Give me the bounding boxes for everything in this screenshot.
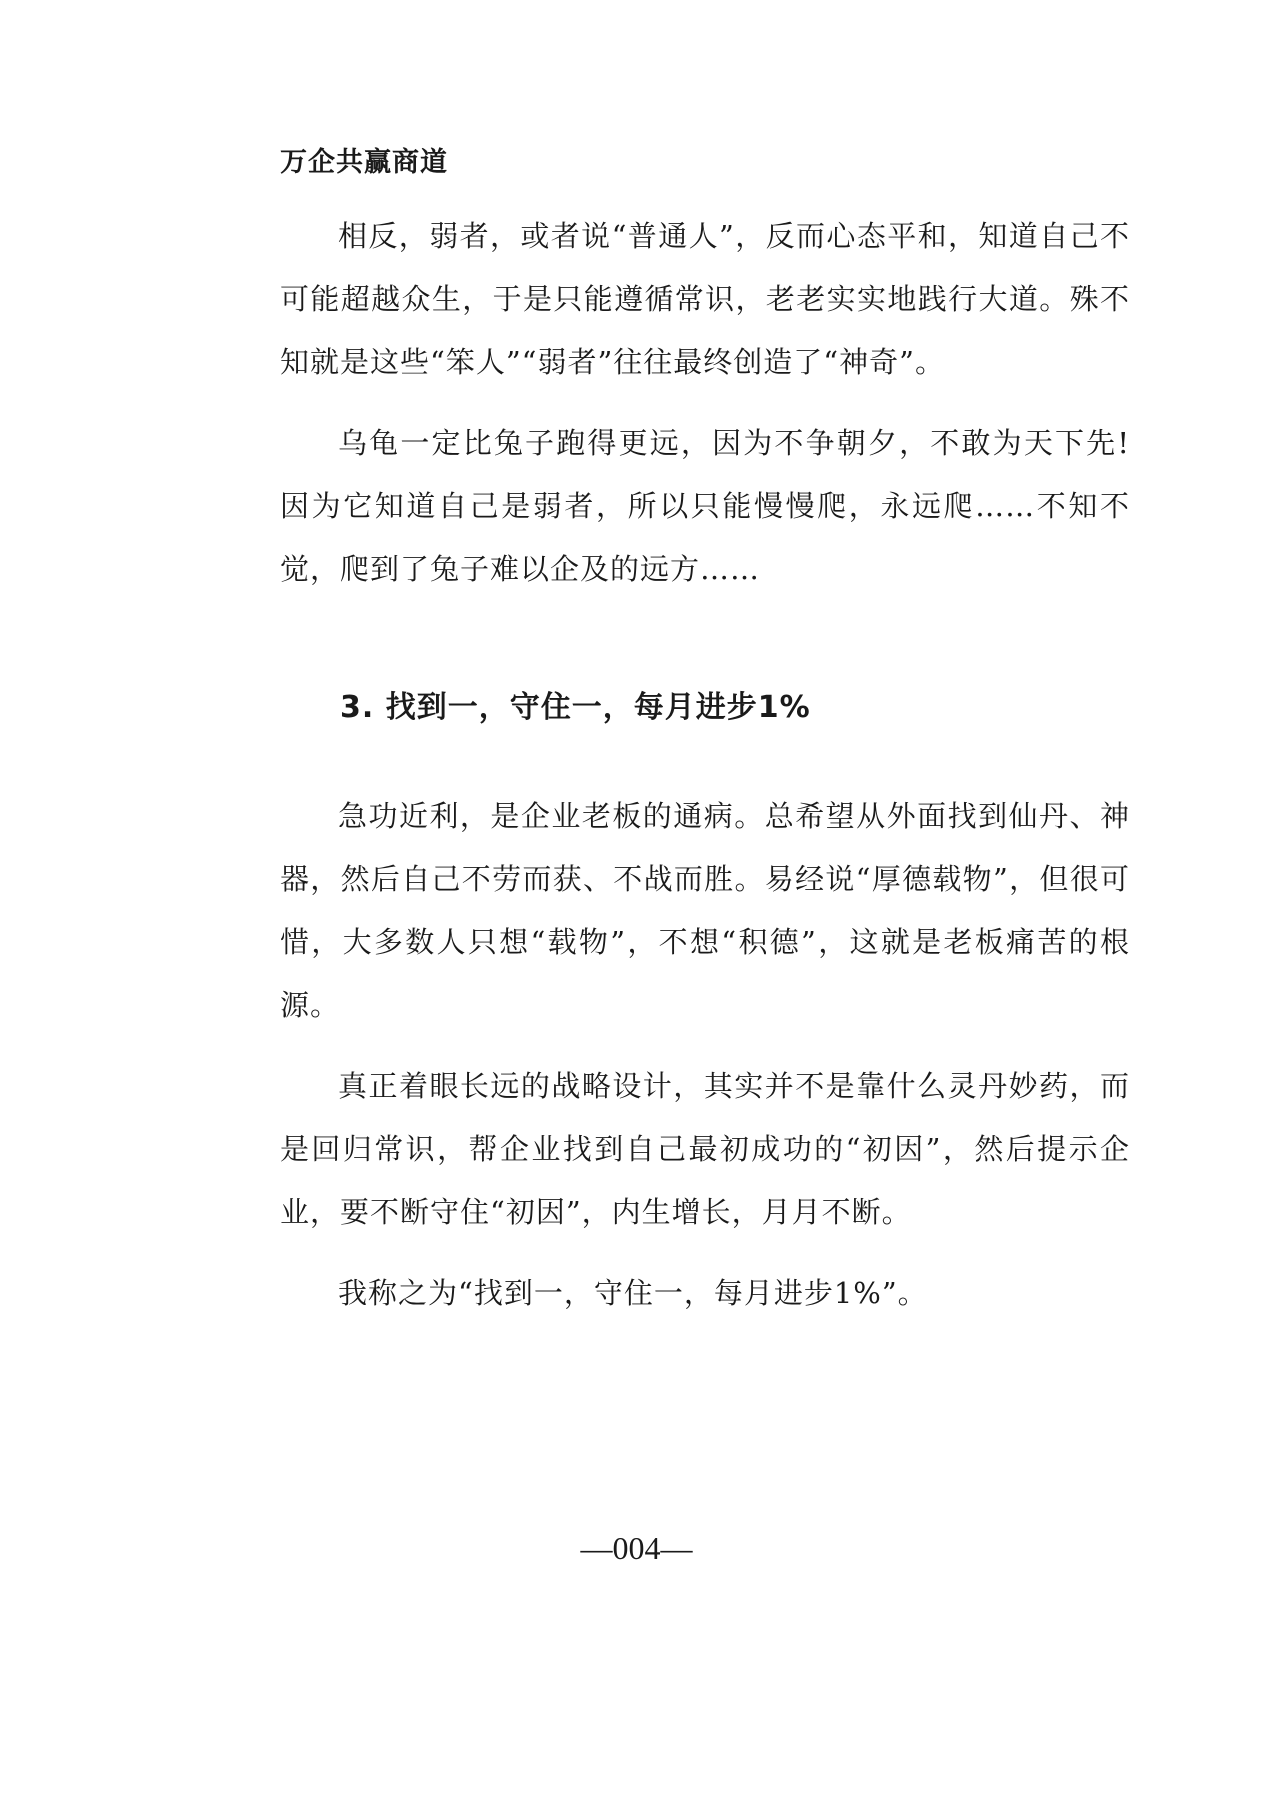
section-heading: 3. 找到一，守住一，每月进步1% xyxy=(340,690,811,725)
paragraph: 相反，弱者，或者说“普通人”，反而心态平和，知道自己不可能超越众生，于是只能遵循常识，老老实实地践行大道。殊不知就是这些“笨人”“弱者”往往最终创造了“神奇”。 xyxy=(280,219,1130,379)
paragraph: 急功近利，是企业老板的通病。总希望从外面找到仙丹、神器，然后自己不劳而获、不战而胜。易经说“厚德载物”，但很可惜，大多数人只想“载物”，不想“积德”，这就是老板痛苦的根源。 xyxy=(280,799,1130,1022)
paragraph: 乌龟一定比兔子跑得更远，因为不争朝夕，不敢为天下先!因为它知道自己是弱者，所以只能慢慢爬，永远爬……不知不觉，爬到了兔子难以企及的远方…… xyxy=(280,426,1130,586)
page-number: —004— xyxy=(580,1530,693,1566)
running-header-title: 万企共赢商道 xyxy=(280,147,448,178)
paragraph: 我称之为“找到一，守住一，每月进步1%”。 xyxy=(338,1276,928,1310)
section-b-body xyxy=(280,785,1130,1343)
section-a-body xyxy=(280,205,1130,619)
paragraph: 真正着眼长远的战略设计，其实并不是靠什么灵丹妙药，而是回归常识，帮企业找到自己最初成功的“初因”，然后提示企业，要不断守住“初因”，内生增长，月月不断。 xyxy=(280,1069,1130,1229)
